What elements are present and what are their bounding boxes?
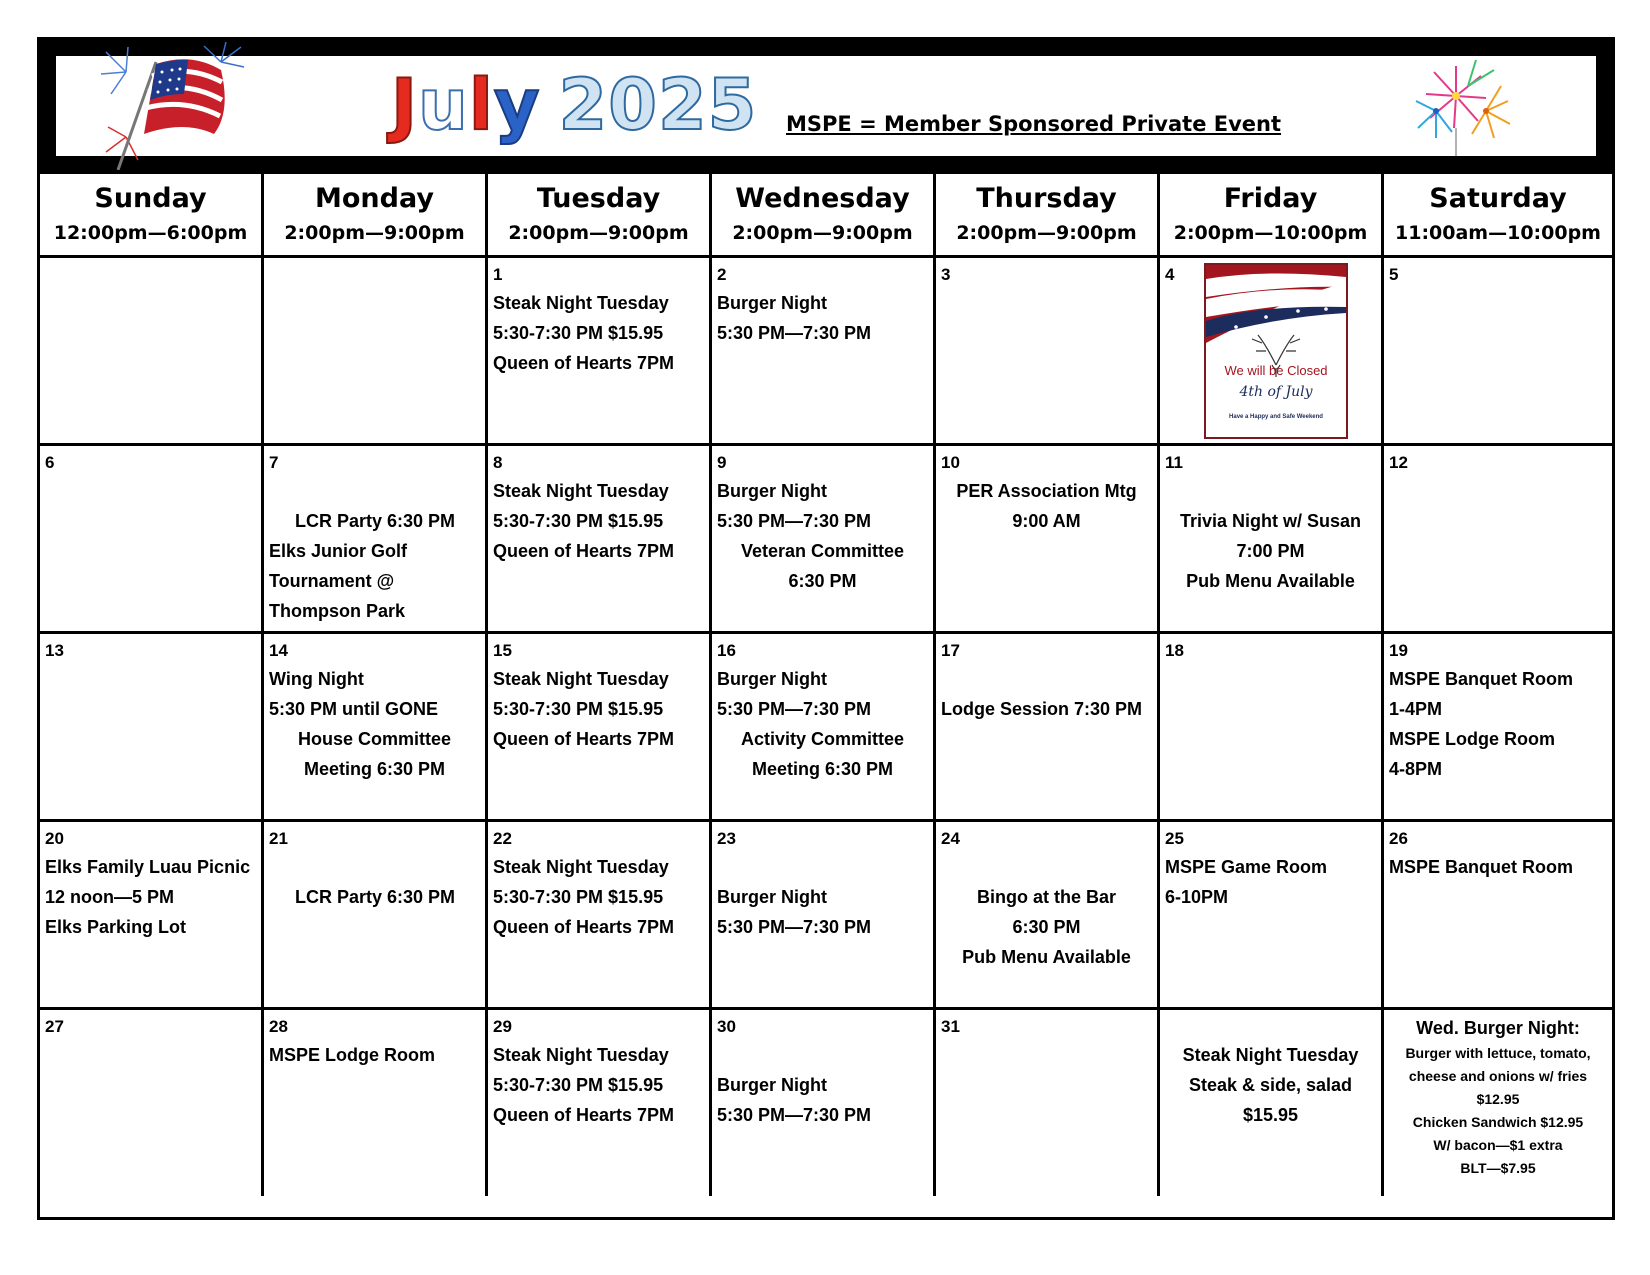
calendar-grid (40, 174, 1612, 1196)
event-line: 6-10PM (1165, 887, 1229, 907)
event-line: Tournament @ (269, 571, 395, 591)
burger-night-menu-cell (1384, 1010, 1612, 1196)
event-line: MSPE Game Room (1165, 857, 1328, 877)
day-cell (40, 446, 264, 634)
event-line: Meeting 6:30 PM (303, 759, 446, 779)
event-line: Wing Night (269, 669, 364, 689)
day-cell (40, 1010, 264, 1196)
day-number: 11 (1165, 453, 1183, 472)
event-line: 1-4PM (1389, 699, 1443, 719)
day-number: 7 (269, 453, 279, 472)
day-number: 21 (269, 829, 288, 848)
event-line: 6:30 PM (788, 571, 857, 591)
day-number: 13 (45, 641, 64, 660)
closed-footer: Have a Happy and Safe Weekend (1229, 414, 1323, 420)
day-cell (488, 822, 712, 1010)
day-number: 26 (1389, 829, 1408, 848)
day-number: 10 (941, 453, 960, 472)
day-cell (1160, 822, 1384, 1010)
day-number: 6 (45, 453, 55, 472)
header-tuesday: Tuesday 2:00pm—9:00pm (488, 174, 712, 258)
event-line: Queen of Hearts 7PM (493, 917, 675, 937)
title-month: July (391, 64, 541, 146)
day-cell (264, 634, 488, 822)
menu-line: Burger with lettuce, tomato, (1405, 1045, 1591, 1061)
event-line: LCR Party 6:30 PM (295, 887, 456, 907)
event-line: Steak Night Tuesday (493, 481, 669, 501)
day-cell (712, 258, 936, 446)
event-line: Pub Menu Available (962, 947, 1131, 967)
calendar-frame (37, 37, 1615, 1220)
day-number: 9 (717, 453, 727, 472)
event-line: Lodge Session 7:30 PM (941, 699, 1143, 719)
day-number: 20 (45, 829, 64, 848)
day-cell (712, 822, 936, 1010)
day-cell (936, 822, 1160, 1010)
header-thursday: Thursday 2:00pm—9:00pm (936, 174, 1160, 258)
day-number: 30 (717, 1017, 736, 1036)
menu-line: cheese and onions w/ fries (1408, 1068, 1588, 1084)
day-cell (1384, 446, 1612, 634)
menu-line: W/ bacon—$1 extra (1433, 1137, 1563, 1153)
event-line: 12 noon—5 PM (45, 887, 175, 907)
american-flag-icon (96, 42, 246, 170)
event-line: 5:30-7:30 PM $15.95 (493, 511, 664, 531)
week-row (40, 258, 1612, 446)
event-line: 5:30-7:30 PM $15.95 (493, 323, 664, 343)
event-line: MSPE Banquet Room (1389, 669, 1574, 689)
event-line: PER Association Mtg (956, 481, 1137, 501)
day-cell (712, 634, 936, 822)
event-line: 4-8PM (1389, 759, 1443, 779)
event-line: Elks Junior Golf (269, 541, 408, 561)
info-line: Steak Night Tuesday (1182, 1045, 1359, 1065)
info-line: Steak & side, salad (1188, 1075, 1353, 1095)
day-number: 5 (1389, 265, 1399, 284)
day-cell (1384, 822, 1612, 1010)
day-number: 8 (493, 453, 503, 472)
event-line: 6:30 PM (1012, 917, 1081, 937)
day-cell (264, 258, 488, 446)
event-line: Burger Night (717, 669, 827, 689)
event-line: 5:30 PM until GONE (269, 699, 439, 719)
event-line: 7:00 PM (1236, 541, 1305, 561)
day-number: 4 (1165, 265, 1175, 284)
day-cell (264, 446, 488, 634)
week-row (40, 1010, 1612, 1196)
event-line: 5:30 PM—7:30 PM (717, 1105, 872, 1125)
closed-text: We will be Closed (1224, 363, 1328, 378)
calendar-title (391, 60, 757, 150)
day-cell (40, 258, 264, 446)
mspe-legend: MSPE = Member Sponsored Private Event (786, 112, 1282, 136)
menu-line: $12.95 (1476, 1091, 1520, 1107)
day-cell (1384, 258, 1612, 446)
day-cell (1160, 446, 1384, 634)
day-cell (264, 822, 488, 1010)
closed-script: 4th of July (1239, 384, 1313, 400)
day-number: 22 (493, 829, 512, 848)
day-number: 29 (493, 1017, 512, 1036)
day-number: 24 (941, 829, 960, 848)
closed-flag-elk-icon (1206, 265, 1346, 437)
day-cell (488, 634, 712, 822)
event-line: 5:30 PM—7:30 PM (717, 511, 872, 531)
event-line: Steak Night Tuesday (493, 1045, 669, 1065)
weekday-header-row (40, 174, 1612, 258)
event-line: Trivia Night w/ Susan (1179, 511, 1362, 531)
day-cell (712, 446, 936, 634)
closed-notice-image (1204, 263, 1348, 439)
day-cell (1384, 634, 1612, 822)
event-line: Pub Menu Available (1186, 571, 1355, 591)
event-line: Steak Night Tuesday (493, 293, 669, 313)
day-cell (488, 446, 712, 634)
day-number: 14 (269, 641, 288, 660)
event-line: Activity Committee (740, 729, 905, 749)
event-line: Elks Family Luau Picnic (45, 857, 251, 877)
day-cell (936, 446, 1160, 634)
event-line: Queen of Hearts 7PM (493, 353, 675, 373)
event-line: House Committee (297, 729, 452, 749)
event-line: Bingo at the Bar (976, 887, 1116, 907)
header-wednesday: Wednesday 2:00pm—9:00pm (712, 174, 936, 258)
day-cell (712, 1010, 936, 1196)
event-line: Burger Night (717, 293, 827, 313)
day-number: 12 (1389, 453, 1408, 472)
day-number: 31 (941, 1017, 960, 1036)
event-line: MSPE Lodge Room (269, 1045, 435, 1065)
event-line: MSPE Banquet Room (1389, 857, 1574, 877)
day-number: 28 (269, 1017, 288, 1036)
event-line: Queen of Hearts 7PM (493, 729, 675, 749)
event-line: LCR Party 6:30 PM (295, 511, 456, 531)
day-cell (40, 634, 264, 822)
info-line: $15.95 (1242, 1105, 1299, 1125)
day-cell (488, 258, 712, 446)
header-sunday: Sunday 12:00pm—6:00pm (40, 174, 264, 258)
event-line: 5:30-7:30 PM $15.95 (493, 699, 664, 719)
week-row (40, 634, 1612, 822)
day-number: 18 (1165, 641, 1184, 660)
day-cell (936, 258, 1160, 446)
day-number: 25 (1165, 829, 1184, 848)
event-line: 5:30 PM—7:30 PM (717, 323, 872, 343)
event-line: 5:30 PM—7:30 PM (717, 699, 872, 719)
menu-title: Wed. Burger Night: (1416, 1018, 1580, 1038)
day-cell (1160, 634, 1384, 822)
event-line: 5:30-7:30 PM $15.95 (493, 1075, 664, 1095)
day-number: 19 (1389, 641, 1408, 660)
day-number: 23 (717, 829, 736, 848)
day-cell (1160, 258, 1384, 446)
event-line: Steak Night Tuesday (493, 669, 669, 689)
event-line: Burger Night (717, 887, 827, 907)
calendar-banner (40, 40, 1612, 174)
event-line: Veteran Committee (740, 541, 905, 561)
day-number: 1 (493, 265, 503, 284)
day-cell (264, 1010, 488, 1196)
event-line: 9:00 AM (1012, 511, 1081, 531)
week-row (40, 822, 1612, 1010)
fireworks-icon (1406, 56, 1516, 156)
week-row (40, 446, 1612, 634)
event-line: Burger Night (717, 481, 827, 501)
day-cell (936, 1010, 1160, 1196)
event-line: MSPE Lodge Room (1389, 729, 1555, 749)
header-monday: Monday 2:00pm—9:00pm (264, 174, 488, 258)
header-friday: Friday 2:00pm—10:00pm (1160, 174, 1384, 258)
title-year: 2025 (558, 64, 758, 146)
event-line: Meeting 6:30 PM (751, 759, 894, 779)
day-cell (40, 822, 264, 1010)
day-cell (936, 634, 1160, 822)
event-line: 5:30-7:30 PM $15.95 (493, 887, 664, 907)
day-number: 17 (941, 641, 960, 660)
event-line: Burger Night (717, 1075, 827, 1095)
day-number: 27 (45, 1017, 64, 1036)
menu-line: BLT—$7.95 (1460, 1160, 1536, 1176)
day-number: 3 (941, 265, 951, 284)
event-line: Elks Parking Lot (45, 917, 187, 937)
event-line: Queen of Hearts 7PM (493, 1105, 675, 1125)
header-saturday: Saturday 11:00am—10:00pm (1384, 174, 1612, 258)
menu-line: Chicken Sandwich $12.95 (1412, 1114, 1584, 1130)
day-number: 15 (493, 641, 512, 660)
day-number: 2 (717, 265, 727, 284)
event-line: Queen of Hearts 7PM (493, 541, 675, 561)
steak-night-info-cell (1160, 1010, 1384, 1196)
event-line: 5:30 PM—7:30 PM (717, 917, 872, 937)
day-cell (488, 1010, 712, 1196)
event-line: Steak Night Tuesday (493, 857, 669, 877)
event-line: Thompson Park (269, 601, 406, 621)
day-number: 16 (717, 641, 736, 660)
